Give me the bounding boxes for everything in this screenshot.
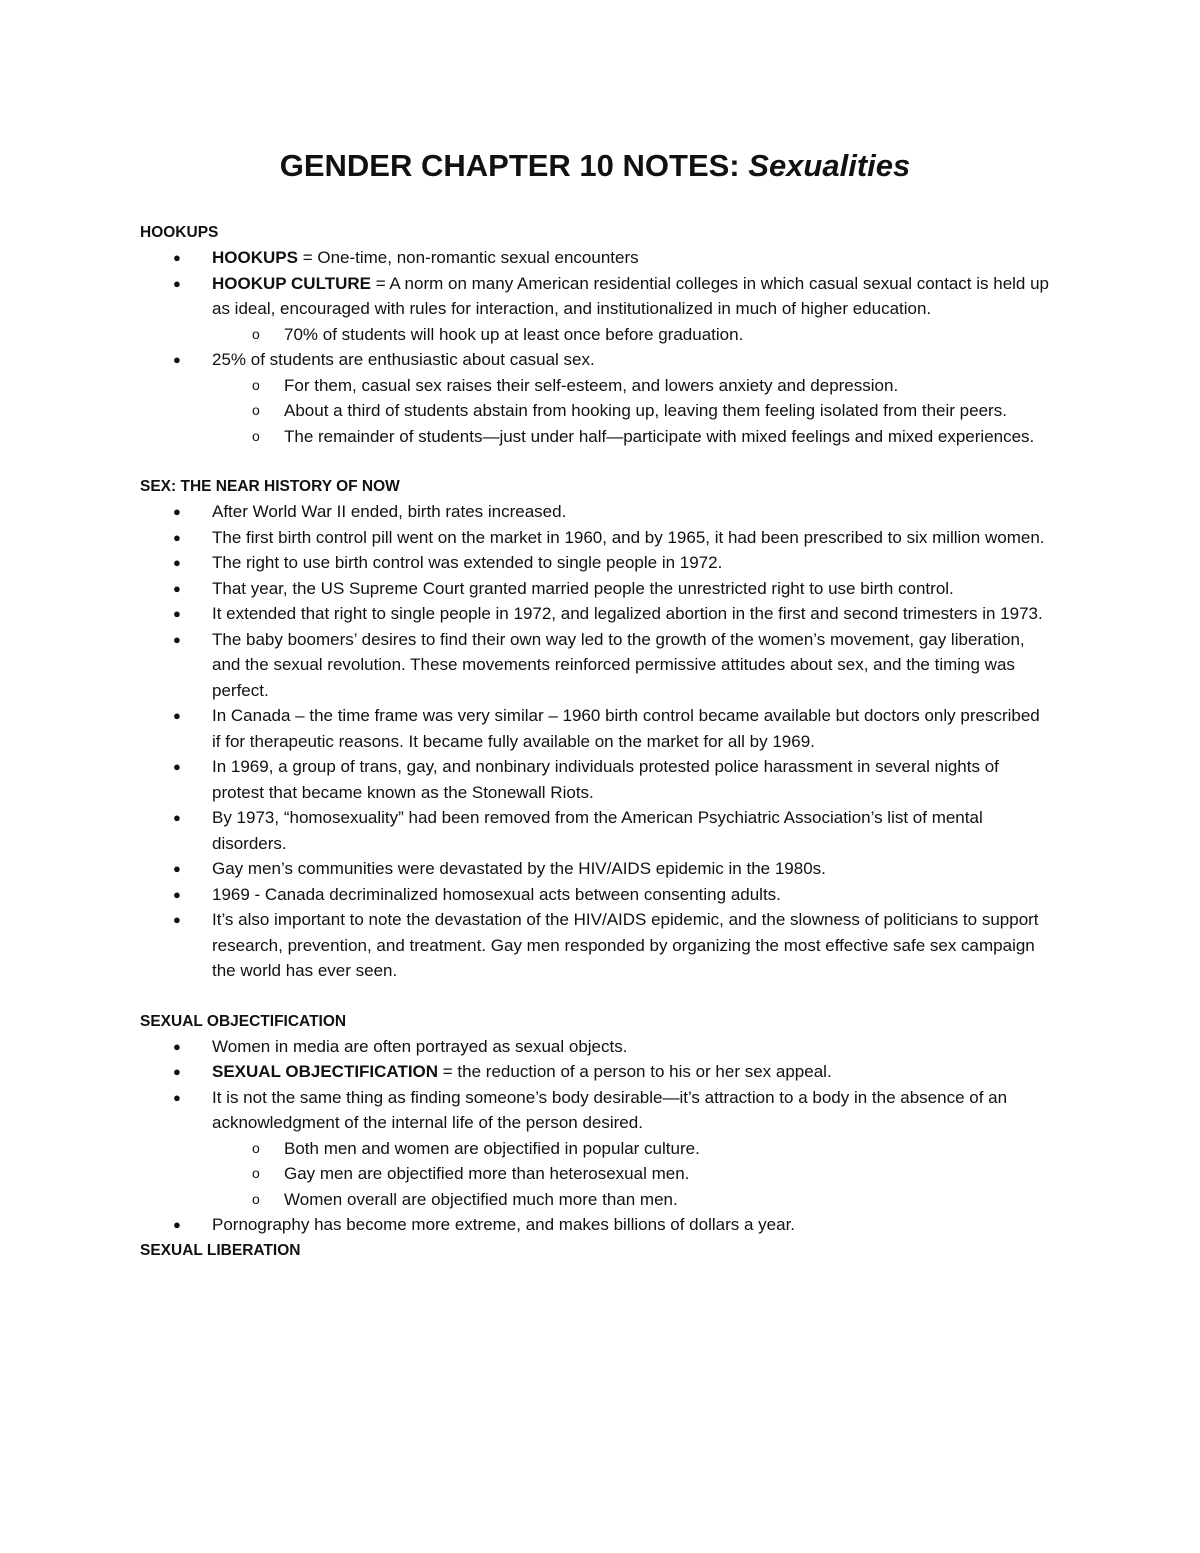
list-item bbox=[140, 499, 1050, 525]
hookups-sublist-1 bbox=[140, 322, 1050, 348]
section-heading-near-history: SEX: THE NEAR HISTORY OF NOW bbox=[140, 478, 400, 495]
bullet-icon: ● bbox=[173, 580, 181, 596]
sub-bullet-icon: o bbox=[252, 1165, 260, 1181]
title-subtitle: Sexualities bbox=[748, 148, 911, 183]
bullet-icon: ● bbox=[173, 555, 181, 570]
item-text: 1969 - Canada decriminalized homosexual acts between consenting adults. bbox=[212, 884, 781, 904]
item-text: 25% of students are enthusiastic about casual sex. bbox=[212, 350, 595, 369]
section-heading-liberation: SEXUAL LIBERATION bbox=[140, 1241, 301, 1259]
bullet-icon: ● bbox=[173, 606, 181, 621]
sub-bullet-icon: o bbox=[252, 427, 260, 444]
list-item bbox=[140, 347, 1050, 373]
term: HOOKUPS bbox=[212, 248, 298, 267]
list-item bbox=[140, 703, 1050, 754]
list-item bbox=[140, 805, 1050, 856]
hookups-list bbox=[140, 245, 1050, 322]
near-history-list bbox=[140, 499, 1050, 984]
bullet-icon: ● bbox=[173, 352, 181, 367]
item-text: It is not the same thing as finding someone’s body desirable—it’s attraction to a body in the absence of an acknowledgment of the internal life of the person desired. bbox=[212, 1087, 1008, 1132]
bullet-icon: ● bbox=[173, 1038, 181, 1054]
bullet-icon: ● bbox=[173, 250, 181, 265]
sub-list-item bbox=[140, 1187, 1050, 1213]
item-text: Pornography has become more extreme, and makes billions of dollars a year. bbox=[212, 1215, 796, 1234]
definition: = One-time, non-romantic sexual encounters bbox=[297, 248, 639, 267]
list-item bbox=[140, 576, 1050, 602]
item-text: In Canada – the time frame was very similar – 1960 birth control became available but doctors only prescribed if for therapeutic reasons. It became fully available on the market for all by 1969. bbox=[212, 706, 1040, 751]
objectification-list-continued bbox=[140, 1212, 1050, 1238]
sub-item-text: Gay men are objectified more than heterosexual men. bbox=[284, 1164, 690, 1183]
bullet-icon: ● bbox=[173, 631, 181, 647]
list-item bbox=[140, 882, 1050, 908]
bullet-icon: ● bbox=[173, 886, 181, 902]
item-text: It extended that right to single people in 1972, and legalized abortion in the first and second trimesters in 1973. bbox=[212, 604, 1043, 623]
term: HOOKUP CULTURE bbox=[212, 273, 371, 293]
hookups-sublist-2 bbox=[140, 373, 1050, 450]
sub-item-text: 70% of students will hook up at least once before graduation. bbox=[284, 324, 744, 344]
list-item bbox=[140, 271, 1050, 322]
item-text: The baby boomers’ desires to find their own way led to the growth of the women’s movement, gay liberation, and the sexual revolution. These movements reinforced permissive attitudes about sex, and the timing was perfect. bbox=[212, 629, 1025, 700]
sub-item-text: The remainder of students—just under half—participate with mixed feelings and mixed experiences. bbox=[284, 426, 1035, 446]
section-objectification bbox=[140, 1009, 1050, 1238]
section-heading-hookups: HOOKUPS bbox=[140, 224, 219, 241]
sub-list-item bbox=[140, 1161, 1050, 1187]
item-text: Women in media are often portrayed as sexual objects. bbox=[212, 1036, 628, 1056]
list-item bbox=[140, 550, 1050, 576]
sub-list-item bbox=[140, 398, 1050, 424]
bullet-icon: ● bbox=[173, 1089, 181, 1105]
bullet-icon: ● bbox=[173, 529, 181, 545]
bullet-icon: ● bbox=[173, 759, 181, 774]
definition: = A norm on many American residential colleges in which casual sexual contact is held up as ideal, encouraged with rules for interaction, and institutionalized in much of higher education. bbox=[212, 273, 1050, 318]
sub-item-text: About a third of students abstain from hooking up, leaving them feeling isolated from their peers. bbox=[284, 401, 1007, 420]
list-item bbox=[140, 1212, 1050, 1238]
sub-bullet-icon: o bbox=[252, 1139, 260, 1156]
spacer bbox=[140, 449, 1050, 474]
objectification-list bbox=[140, 1034, 1050, 1136]
objectification-sublist bbox=[140, 1136, 1050, 1213]
bullet-icon: ● bbox=[173, 708, 181, 723]
item-text: The first birth control pill went on the market in 1960, and by 1965, it had been prescribed to six million women. bbox=[212, 527, 1045, 547]
list-item bbox=[140, 1034, 1050, 1060]
term: SEXUAL OBJECTIFICATION bbox=[212, 1062, 439, 1081]
sub-list-item bbox=[140, 424, 1050, 450]
section-heading-objectification: SEXUAL OBJECTIFICATION bbox=[140, 1012, 347, 1030]
item-text: The right to use birth control was extended to single people in 1972. bbox=[212, 553, 723, 572]
list-item bbox=[140, 245, 1050, 271]
sub-item-text: For them, casual sex raises their self-esteem, and lowers anxiety and depression. bbox=[284, 375, 899, 395]
item-text: That year, the US Supreme Court granted married people the unrestricted right to use birth control. bbox=[212, 578, 954, 598]
title-main: GENDER CHAPTER 10 NOTES: bbox=[279, 148, 740, 183]
item-text: After World War II ended, birth rates increased. bbox=[212, 502, 567, 521]
sub-bullet-icon: o bbox=[252, 376, 260, 393]
bullet-icon: ● bbox=[173, 861, 181, 876]
definition: = the reduction of a person to his or her sex appeal. bbox=[438, 1062, 832, 1081]
list-item bbox=[140, 1059, 1050, 1085]
list-item bbox=[140, 754, 1050, 805]
bullet-icon: ● bbox=[173, 810, 181, 825]
hookups-list-continued bbox=[140, 347, 1050, 373]
sub-list-item bbox=[140, 1136, 1050, 1162]
spacer bbox=[140, 984, 1050, 1009]
list-item bbox=[140, 525, 1050, 551]
sub-item-text: Women overall are objectified much more than men. bbox=[284, 1189, 678, 1209]
sub-list-item bbox=[140, 322, 1050, 348]
item-text: By 1973, “homosexuality” had been removed from the American Psychiatric Association’s list of mental disorders. bbox=[212, 808, 983, 853]
bullet-icon: ● bbox=[173, 504, 181, 519]
section-near-history bbox=[140, 474, 1050, 984]
bullet-icon: ● bbox=[173, 275, 181, 291]
sub-item-text: Both men and women are objectified in popular culture. bbox=[284, 1138, 700, 1158]
list-item bbox=[140, 627, 1050, 704]
list-item bbox=[140, 856, 1050, 882]
section-hookups bbox=[140, 220, 1050, 449]
sub-bullet-icon: o bbox=[252, 402, 260, 418]
bullet-icon: ● bbox=[173, 912, 181, 927]
list-item bbox=[140, 601, 1050, 627]
sub-bullet-icon: o bbox=[252, 325, 260, 342]
page-title bbox=[140, 148, 1050, 184]
bullet-icon: ● bbox=[173, 1217, 181, 1232]
list-item bbox=[140, 907, 1050, 984]
item-text: It’s also important to note the devastation of the HIV/AIDS epidemic, and the slowness of politicians to support research, prevention, and treatment. Gay men responded by organizing the most effective safe sex campaign the world has ever seen. bbox=[212, 910, 1039, 980]
item-text: Gay men’s communities were devastated by the HIV/AIDS epidemic in the 1980s. bbox=[212, 859, 826, 878]
section-liberation bbox=[140, 1238, 1050, 1263]
bullet-icon: ● bbox=[173, 1064, 181, 1079]
item-text: In 1969, a group of trans, gay, and nonbinary individuals protested police harassment in several nights of protest that became known as the Stonewall Riots. bbox=[212, 757, 999, 802]
sub-list-item bbox=[140, 373, 1050, 399]
list-item bbox=[140, 1085, 1050, 1136]
sub-bullet-icon: o bbox=[252, 1190, 260, 1207]
